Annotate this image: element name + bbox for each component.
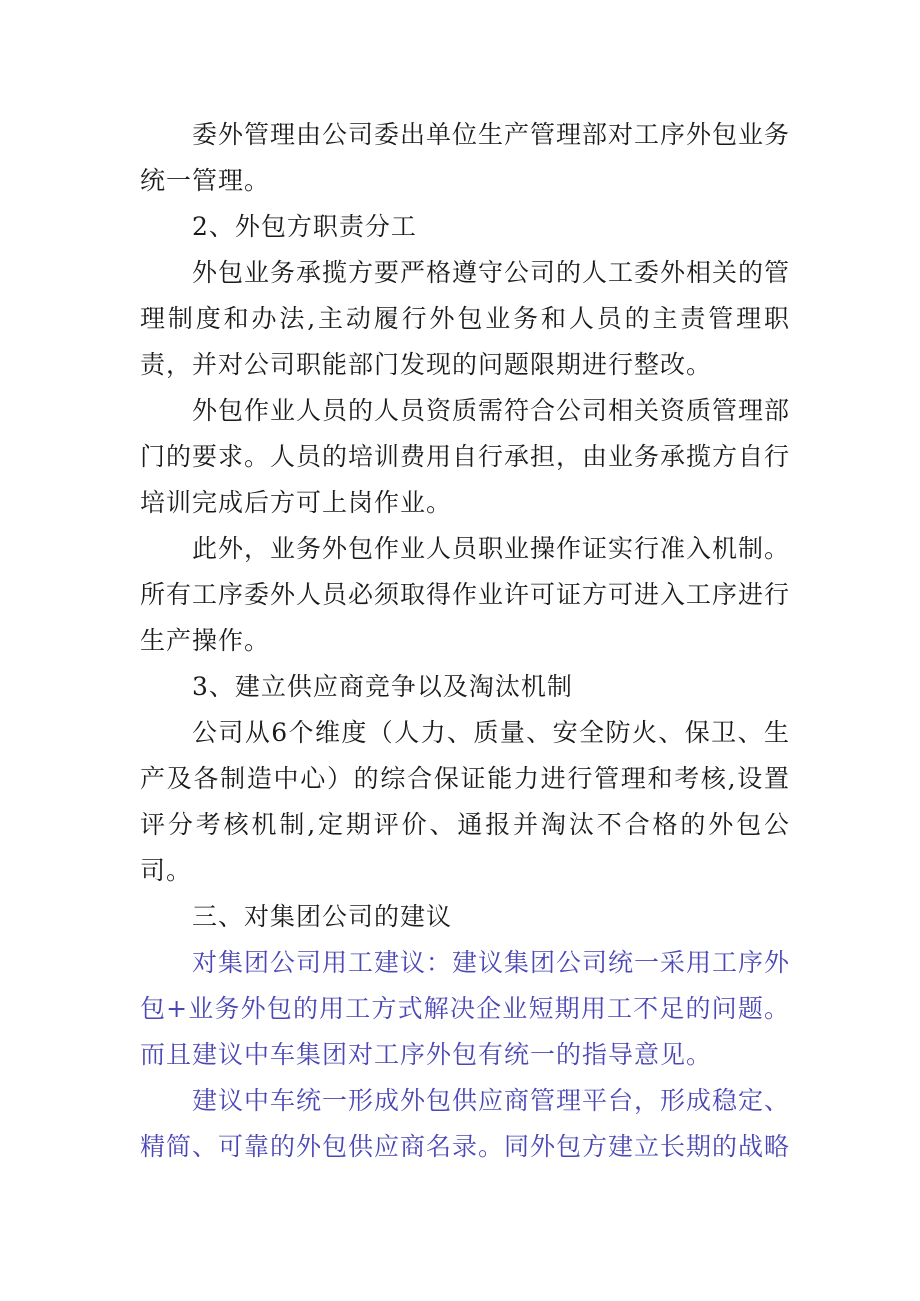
section-heading-supplier-competition: 3、建立供应商竞争以及淘汰机制 (192, 672, 573, 701)
paragraph-employment-suggestion: 对集团公司用工建议：建议集团公司统一采用工序外包+业务外包的用工方式解决企业短期用工不足的问题。而且建议中车集团对工序外包有统一的指导意见。 (140, 948, 791, 1069)
section-heading-group-suggestions: 三、对集团公司的建议 (192, 902, 453, 931)
paragraph-supplier-platform-suggestion: 建议中车统一形成外包供应商管理平台，形成稳定、精简、可靠的外包供应商名录。同外包方建立长期的战略 (140, 1086, 791, 1161)
section-heading-responsibilities: 2、外包方职责分工 (192, 212, 417, 241)
paragraph-personnel-qualification: 外包作业人员的人员资质需符合公司相关资质管理部门的要求。人员的培训费用自行承担，由业务承揽方自行培训完成后方可上岗作业。 (140, 396, 791, 517)
paragraph-contractor-duties: 外包业务承揽方要严格遵守公司的人工委外相关的管理制度和办法,主动履行外包业务和人员的主责管理职责，并对公司职能部门发现的问题限期进行整改。 (140, 258, 791, 379)
paragraph-outsourcing-management: 委外管理由公司委出单位生产管理部对工序外包业务统一管理。 (140, 120, 791, 195)
paragraph-access-mechanism: 此外，业务外包作业人员职业操作证实行准入机制。所有工序委外人员必须取得作业许可证方可进入工序进行生产操作。 (140, 534, 791, 655)
paragraph-evaluation-dimensions: 公司从6个维度（人力、质量、安全防火、保卫、生产及各制造中心）的综合保证能力进行管理和考核,设置评分考核机制,定期评价、通报并淘汰不合格的外包公司。 (140, 718, 790, 885)
document-body (140, 112, 790, 1170)
